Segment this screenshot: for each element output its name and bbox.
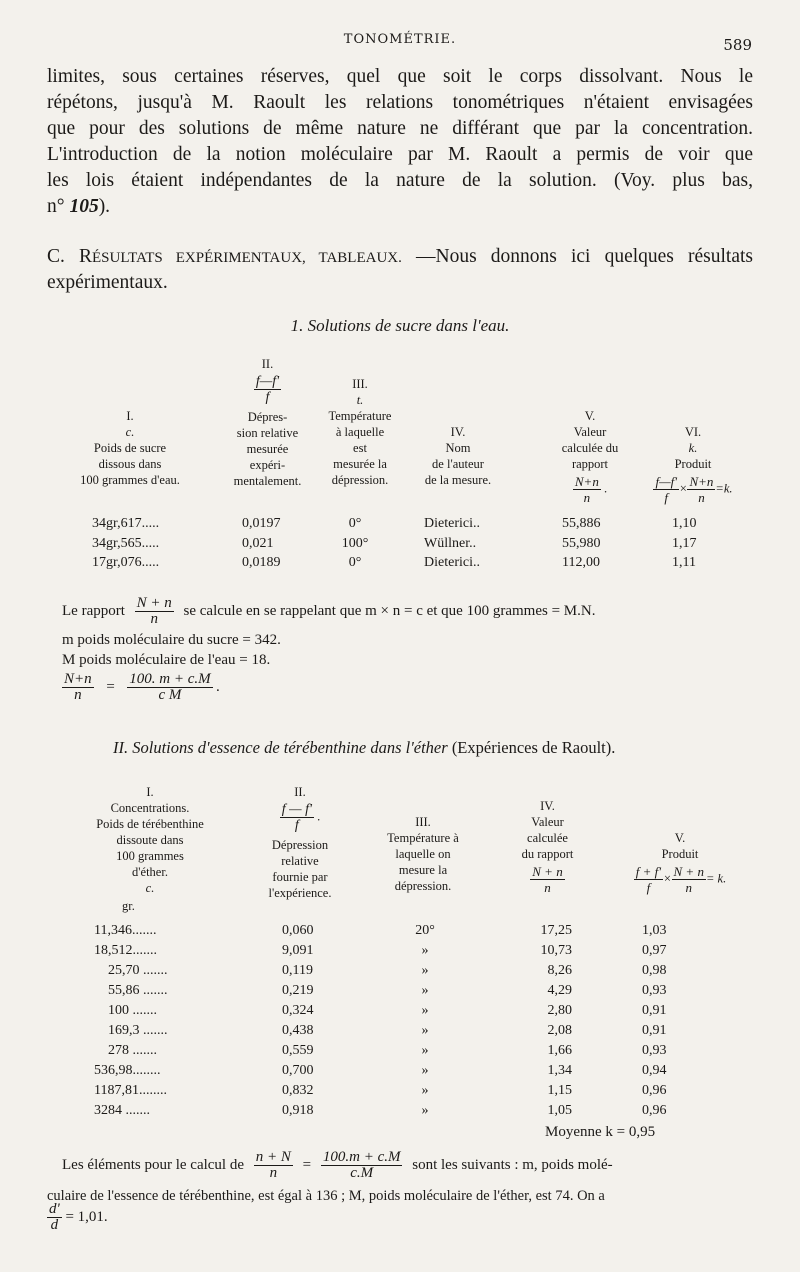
table1-note-ratio: Le rapport $\frac{N + n}{n}$ se calcule en se rappelant que m × n = c et que 100 grammes = M.N. — [62, 595, 596, 627]
table2-header-col5: V. Produit $\frac{f + f'}{f}$ × $\frac{N + n}{n}$ = k. — [635, 831, 727, 895]
table1-title: 1. Solutions de sucre dans l'eau. — [290, 316, 510, 335]
intro-line-5: les lois étaient indépendantes de la nature de la solution. (Voy. plus bas, — [47, 170, 753, 191]
table2-header-col1: I. Concentrations. Poids de térébenthine dissoute dans 100 grammes d'éther. c. gr. — [96, 785, 204, 913]
table1-note-water: M poids moléculaire de l'eau = 18. — [62, 652, 271, 668]
table1-note-sugar: m poids moléculaire du sucre = 342. — [62, 632, 281, 648]
table2-header-col3: III. Température à laquelle on mesure la dépression. — [387, 815, 459, 893]
intro-line-1: limites, sous certaines réserves, quel que soit le corps dissolvant. Nous le — [47, 66, 753, 87]
intro-last-suffix: ). — [98, 196, 111, 217]
table1-header-col4: IV. Nom de l'auteur de la mesure. — [424, 425, 492, 487]
intro-line-2: répétons, jusqu'à M. Raoult les relations tonométriques n'étaient envisagées — [47, 92, 753, 113]
section-c-line-2: expérimentaux. — [47, 272, 168, 293]
footer-line-1: Les éléments pour le calcul de $\frac{n + N}{n}$ = $\frac{100.m + c.M}{c.M}$ sont les suivants : m, poids molé- — [62, 1149, 613, 1181]
table2-title: II. Solutions d'essence de térébenthine dans l'éther (Expériences de Raoult). — [113, 738, 616, 757]
section-c-line-1 — [47, 244, 753, 270]
section-c — [47, 244, 753, 296]
table1-equation: $\frac{N+n}{n}$ = $\frac{100. m + c.M}{\text{c M}}$ . — [64, 671, 221, 703]
table2-header-col4: IV. Valeur calculée du rapport $\frac{N + n}{n}$ — [521, 799, 574, 895]
footer-line-2: culaire de l'essence de térébenthine, est égal à 136 ; M, poids moléculaire de l'éther, est 74. On a — [47, 1188, 605, 1204]
page-number: 589 — [723, 36, 752, 54]
footer-line-3: $\frac{d'}{d}$ = 1,01. — [49, 1201, 108, 1233]
running-title: TONOMÉTRIE. — [343, 32, 457, 47]
intro-line-4: L'introduction de la notion moléculaire par M. Raoult a permis de voir que — [47, 144, 753, 165]
table1-header-col1: I. c. Poids de sucre dissous dans 100 grammes d'eau. — [80, 409, 180, 487]
section-c-text: —Nous donnons ici quelques résultats — [401, 246, 753, 267]
table1-header-col6: VI. k. Produit $\frac{f—f'}{f}$ × $\frac{N+n}{n}$ =k. — [655, 425, 733, 505]
section-c-label: ÉSULTATS EXPÉRIMENTAUX, TABLEAUX. — [92, 250, 402, 266]
intro-line-3: que pour des solutions de même nature ne différant que par la concentration. — [47, 118, 753, 139]
table1-header-col3: III. t. Température à laquelle est mesurée la dépression. — [328, 377, 392, 487]
table1-header-col5: V. Valeur calculée du rapport $\frac{N+n}{n}$ . — [561, 409, 619, 505]
table2-header-col2: II. $\frac{f — f'}{f}$ . Dépression relative fournie par l'expérience. — [268, 785, 332, 900]
section-c-prefix: C. R — [47, 246, 92, 267]
table2-mean: Moyenne k = 0,95 — [545, 1124, 656, 1140]
intro-paragraph — [47, 64, 753, 220]
intro-last-prefix: n° — [47, 196, 65, 217]
intro-line-6 — [47, 194, 753, 220]
page: TONOMÉTRIE. 589 limites, sous certaines réserves, quel que soit le corps dissolvant. Nous le répétons, jusqu'à M. Raoult les relations tonométriques n'étaient envisagées que pour des solutions de même nature ne différant que par la concentration. L'introduction de la notion moléculaire par M. Raoult a permis de voir que les lois étaient indépendantes de la nature de la solution. (Voy. plus bas, n° 105). C. RÉSULTATS EXPÉRIMENTAUX, TABLEAUX. —Nous donnons ici quelques résultats expérimentaux. 1. Solutions de sucre dans l'eau. I. c. Poids de sucre dissous dans 100 grammes d'eau. II. $\frac{f—f'}{f}$ Dépres- sion relative mesurée expéri- mentalement. III. t. Température à laquelle est mesurée la dépression. IV. Nom de l'auteur de la mesure. V. Valeur calculée du rapport $\frac{N+n}{n}$ . VI. k. Produit $\frac{f—f'}{f}$ × $\frac{N+n}{n}$ =k. 34gr,617..... 0,0197 0° Dieterici.. 55,886 1,10 34gr,565..... 0,021 100° Wüllner.. 55,980 1,17 17gr,076..... 0,0189 0° Dieterici.. 112,00 1,11 Le rapport $\frac{N + n}{n}$ se calcule en se rappelant que m × n = c et que 100 grammes = M.N. m poids moléculaire du sucre = 342. M poids moléculaire de l'eau = 18. $\frac{N+n}{n}$ = $\frac{100. m + c.M}{\text{c M}}$ . II. Solutions d'essence de térébenthine dans l'éther (Expériences de Raoult). I. Concentrations. Poids de térébenthine dissoute dans 100 grammes d'éther. c. gr. II. $\frac{f — f'}{f}$ . Dépression relative fournie par l'expérience. III. Température à laquelle on mesure la dépression. IV. Valeur calculée du rapport $\frac{N + n}{n}$ V. Produit $\frac{f + f'}{f}$ × $\frac{N + n}{n}$ = k. 11,346....... 0,060 20° 17,25 1,03 18,512....... 9,091 » 10,73 0,97 25,70 ....... 0,119 » 8,26 0,98 55,86 ....... 0,219 » 4,29 0,93 100 ....... 0,324 » 2,80 0,91 169,3 ....... 0,438 » 2,08 0,91 278 ....... 0,559 » 1,66 0,93 536,98........ 0,700 » 1,34 0,94 1187,81........ 0,832 » 1,15 0,96 3284 ....... 0,918 » 1,05 0,96 Moyenne k = 0,95 Les éléments pour le calcul de $\frac{n + N}{n}$ = $\frac{100.m + c.M}{c.M}$ sont les suivants : m, poids molé- culaire de l'essence de térébenthine, est égal à 136 ; M, poids moléculaire de l'éther, est 74. On a $\frac{d'}{d}$ = 1,01. — [0, 0, 800, 1272]
intro-reference: 105 — [69, 196, 99, 217]
table1-header-col2: II. $\frac{f—f'}{f}$ Dépres- sion relative mesurée expéri- mentalement. — [233, 357, 302, 488]
